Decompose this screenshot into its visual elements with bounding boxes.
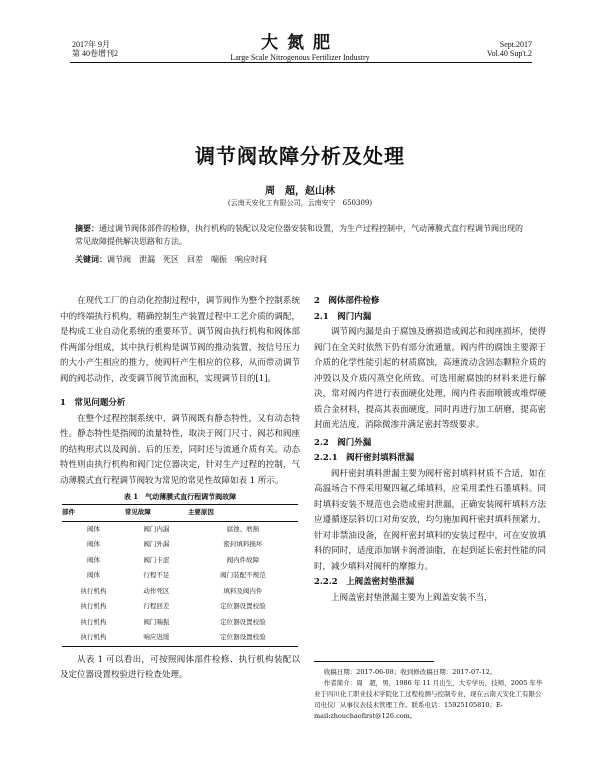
article-affiliation: (云南天安化工有限公司，云南安宁 650309) [227,199,373,207]
table-header-cell: 部件 [62,505,125,522]
footnote-bio: 作者简介：周 超，男，1986 年 11 月出生，大专学历，技师，2005 年毕业于四川化工职业技术学院化工过程检测与控制专业，现在云南天安化工有限公司电仪厂从事仪表技术管理工作。联系电话：15925105810；E-mail:zhouchaofirst@126.com。 [314,679,543,720]
table-cell: 执行机构 [80,617,107,626]
table-cell: 行程不足 [143,571,170,579]
footnote-rule [314,661,434,662]
section-2-1-heading: 2.1 阀门内漏 [314,311,372,322]
table-cell: 行程回差 [143,602,170,610]
table-cell: 定位器设置校验 [220,617,266,626]
section-2-2-heading: 2.2 阀门外漏 [314,437,372,448]
table-header-cell: 主要原因 [188,505,298,522]
header-volume-en: Vol.40 Sup't.2 [486,49,532,58]
table-cell: 动作死区 [143,586,170,595]
table-cell: 执行机构 [80,602,107,610]
right-column [314,294,546,606]
footnote-received: 收稿日期：2017-06-08；收到修改稿日期：2017-07-12。 [323,668,497,676]
abstract-label: 摘要： [75,223,99,233]
table-cell: 阀门外漏 [143,540,170,548]
table-cell: 填料及阀内件 [223,586,263,595]
after-table-paragraph: 从表 1 可以看出，可按照阀体部件检修、执行机构装配以及定位器设置校验进行检查处理。 [60,654,300,680]
keywords-label: 关键词： [75,254,107,264]
table-cell: 阀内件故障 [226,555,260,564]
table-cell: 阀门卡涩 [143,555,170,564]
table-cell: 阀门喘振 [143,617,170,626]
section-2-2-1-heading: 2.2.1 阀杆密封填料泄漏 [314,453,415,463]
section-2-2-2-paragraph: 上阀盖密封垫泄漏主要为上阀盖安装不当， [331,592,493,603]
table-row [62,630,298,646]
header-rule [70,62,532,63]
journal-english-name: Large Scale Nitrogenous Fertilizer Industry [230,53,370,62]
section-2-2-2-heading: 2.2.2 上阀盖密封垫泄漏 [314,577,415,587]
table-row [62,584,298,600]
article-title: 调节阀故障分析及处理 [195,144,405,168]
intro-paragraph: 在现代工厂的自动化控制过程中，调节阀作为整个控制系统中的终端执行机构，精确控制生产装置过程中工艺介质的调配，是构成工业自动化系统的重要环节。调节阀由执行机构和阀体部件两部分组成，其中执行机构是调节阀的推动装置，按信号压力的大小产生相应的推力，使阀杆产生相应的位移，从而带动调节阀的阀芯动作，改变调节阀节流面积，实现调节目的[1]。 [60,296,300,384]
section-2-heading: 2 阀体部件检修 [314,296,380,306]
header-date: 2017年 9月 [72,40,110,49]
table-cell: 定位器设置校验 [188,630,298,646]
table-cell: 阀门内漏 [143,524,170,533]
left-column [60,294,300,684]
article-authors: 周 超，赵山林 [265,186,335,197]
keywords [75,254,525,265]
table-cell: 响应迟缓 [125,630,188,646]
table-row [62,537,298,553]
table-cell: 阀体 [86,571,100,579]
footnote [314,667,546,722]
header-volume: 第 40卷增刊2 [72,49,118,58]
keywords-text: 调节阀 泄漏 死区 回差 喘振 响应时间 [107,255,267,264]
table-header-cell: 常见故障 [125,505,188,522]
header-date-en: Sept.2017 [499,40,532,49]
table-cell: 密封填料损坏 [223,540,263,548]
table-cell: 定位器设置校验 [220,602,266,610]
section-1-heading: 1 常见问题分析 [60,398,126,408]
journal-name: 大氮肥 [261,33,339,53]
section-1-paragraph: 在整个过程控制系统中，调节阀既有静态特性，又有动态特性。静态特性是指阀的流量特性，取决于阀门尺寸、阀芯和阀座的结构形式以及阀前、后的压差，同时还与流通介质有关。动态特性则由执行机构和阀门定位器决定，针对生产过程的控制，气动薄膜式直行程调节阀较为常见的常见性故障如表 1 所示。 [60,413,300,486]
table-cell: 执行机构 [62,630,125,646]
table-cell: 阀门装配不规范 [220,571,266,579]
header-issue-en [487,40,532,58]
section-2-2-1-paragraph: 阀杆密封填料泄漏主要为阀杆密封填料材质不合适，如在高温场合不得采用聚四氟乙烯填料，应采用柔性石墨填料。同时填料安装不规范也会造成密封泄漏，正确安装阀杆填料方法应遵循逐层斜切口对角安放，均匀施加阀杆密封填料预紧力，针对非禁油设备，在阀杆密封填料的安装过程中，可在安放填料的同时，适度添加钢卡润滑油脂，在起到延长密封性能的同时，减少填料对阀杆的摩擦力。 [314,468,546,572]
table-cell: 阀体 [86,524,100,533]
abstract-text: 通过调节阀体部件的检修，执行机构的装配以及定位器安装和设置，为生产过程控制中，气动薄膜式直行程调节阀出现的常见故障提供解决思路和方法。 [75,224,523,246]
table-cell: 阀体 [86,540,100,548]
abstract [75,222,525,248]
table-row [62,615,298,631]
table-cell: 执行机构 [80,586,107,595]
table-row [62,599,298,615]
table-row [62,521,298,537]
table-header-row [62,505,298,522]
table-row [62,568,298,584]
table-cell: 阀体 [86,555,100,564]
fault-table [62,504,298,647]
table-caption: 表 1 气动薄膜式直行程调节阀故障 [123,492,237,501]
table-cell: 腐蚀、磨损 [226,524,260,533]
section-2-1-paragraph: 调节阀内漏是由于腐蚀及磨损造成阀芯和阀座损坏，使得阀门在全关时依然下仍有部分流通量。阀内件的腐蚀主要源于介质的化学性能引起的材质腐蚀，高速流动含固态颗粒介质的冲毁以及介质闪蒸空化所致。可选用耐腐蚀的材料来进行解决，常对阀内件进行表面硬化处理，阀内件表面喷镀或堆焊硬质合金材料，提高其表面硬度，同时再进行加工研磨，提高密封面光洁度，消除微渗并满足密封等级要求。 [314,327,546,430]
table-row [62,553,298,569]
